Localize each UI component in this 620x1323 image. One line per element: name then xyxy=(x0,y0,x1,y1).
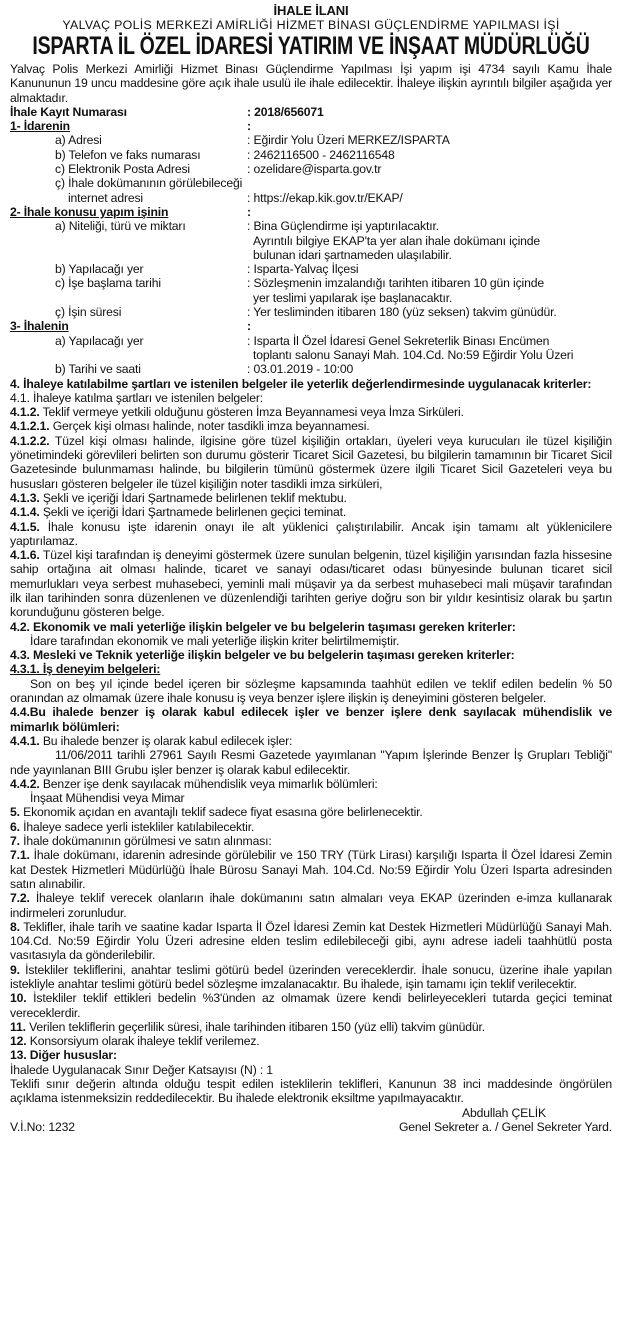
section-4-1-3: 4.1.3. Şekli ve içeriği İdari Şartnamede belirlenen teklif mektubu. xyxy=(10,490,347,505)
item-8: 8. Teklifler, ihale tarih ve saatine kadar Isparta İl Özel İdaresi Zemin kat Destek Hizmetleri Müdürlüğü Sanayi Mah. 104.Cd. No:59 Eğirdir Yolu Üzeri adresine elden teslim edilebileceği gibi, aynı adrese iadeli taahhütlü posta vasıtasıyla da gönderilebilir. xyxy=(10,919,612,963)
document-url-label-2: internet adresi xyxy=(68,190,143,205)
section-1-title: 1- İdarenin xyxy=(10,119,70,134)
work-nature-label: a) Niteliği, türü ve miktarı xyxy=(55,219,186,234)
section-4-2: 4.2. Ekonomik ve mali yeterliğe ilişkin belgeler ve bu belgelerin taşıması gereken kriterler: xyxy=(10,619,516,634)
tender-location-value: : Isparta İl Özel İdaresi Genel Sekreterlik Binası Encümen xyxy=(247,333,550,348)
item-11: 11. Verilen tekliflerin geçerlilik süresi, ihale tarihinden itibaren 150 (yüz elli) takvim günüdür. xyxy=(10,1019,485,1034)
notice-footer xyxy=(10,1120,612,1134)
start-date-label: c) İşe başlama tarihi xyxy=(55,276,161,291)
start-date-value: : Sözleşmenin imzalandığı tarihten itibaren 10 gün içinde xyxy=(247,276,544,291)
section-2-heading xyxy=(10,205,612,219)
start-date-row xyxy=(10,276,612,305)
item-13-coefficient: İhalede Uygulanacak Sınır Değer Katsayısı (N) : 1 xyxy=(10,1062,273,1077)
signer-name: Abdullah ÇELİK xyxy=(462,1105,546,1120)
section-4-1-5: 4.1.5. İhale konusu işte idarenin onayı ile alt yüklenici çalıştırılabilir. Ancak işin tamamı alt yüklenicilere yaptırılamaz. xyxy=(10,519,612,548)
work-location-value: : Isparta-Yalvaç İlçesi xyxy=(247,262,359,277)
item-6: 6. İhaleye sadece yerli istekliler katılabilecektir. xyxy=(10,819,255,834)
section-4-1-2: 4.1.2. Teklif vermeye yetkili olduğunu gösteren İmza Beyannamesi veya İmza Sirküleri. xyxy=(10,405,464,420)
section-3-heading xyxy=(10,319,612,333)
document-url-row-2 xyxy=(10,191,612,205)
administration-email-row xyxy=(10,162,612,176)
work-nature-row xyxy=(10,219,612,262)
document-url-row-1 xyxy=(10,176,612,190)
section-4-3-1-text: Son on beş yıl içinde bedel içeren bir sözleşme kapsamında taahhüt edilen ve teklif edilen bedelin % 50 oranından az olmamak üzere ihale konusu iş veya benzer işlere ilişkin iş deneyimini gösteren belgeler. xyxy=(10,676,612,706)
tender-date-label: b) Tarihi ve saati xyxy=(55,362,141,377)
tender-location-value-2: toplantı salonu Sanayi Mah. 104.Cd. No:59 Eğirdir Yolu Üzeri xyxy=(253,347,574,362)
item-7-1: 7.1. İhale dokümanı, idarenin adresinde görülebilir ve 150 TRY (Türk Lirası) karşılığı Isparta İl Özel İdaresi Zemin kat Destek Hizmetleri Müdürlüğü İhale Bürosu Sanayi Mah. 104.Cd. No:59 Eğirdir Yolu Üzeri Isparta adresinden satın alınabilir. xyxy=(10,848,612,891)
section-4-1-2-1: 4.1.2.1. Gerçek kişi olması halinde, noter tasdikli imza beyannamesi. xyxy=(10,419,370,434)
section-4-4-1: 4.4.1. Bu ihalede benzer iş olarak kabul edilecek işler: xyxy=(10,733,293,748)
tender-location-row xyxy=(10,334,612,363)
intro-paragraph: Yalvaç Polis Merkezi Amirliği Hizmet Binası Güçlendirme Yapılması İşi yapım işi 4734 sayılı Kamu İhale Kanununun 19 uncu maddesine göre açık ihale usulü ile ihale edilecektir. İhaleye ilişkin ayrıntılı bilgiler aşağıda yer almaktadır. xyxy=(10,62,612,105)
authority-title: ISPARTA İL ÖZEL İDARESİ YATIRIM VE İNŞAAT MÜDÜRLÜĞÜ xyxy=(32,32,590,60)
reference-number: V.İ.No: 1232 xyxy=(10,1119,75,1134)
tender-date-row xyxy=(10,362,612,376)
section-1-colon: : xyxy=(247,119,251,134)
section-4-title: 4. İhaleye katılabilme şartları ve istenilen belgeler ile yeterlik değerlendirmesinde uygulanacak kriterler: xyxy=(10,376,592,391)
section-1-heading xyxy=(10,119,612,133)
work-location-label: b) Yapılacağı yer xyxy=(55,262,144,277)
address-label: a) Adresi xyxy=(55,133,102,148)
section-4-4-1-text: 11/06/2011 tarihli 27961 Sayılı Resmi Gazetede yayımlanan "Yapım İşlerinde Benzer İş Grupları Tebliği" nde yayınlanan BIII Grubu işler benzer iş olarak kabul edilecektir. xyxy=(10,748,612,777)
work-nature-value-3: bulunan idari şartnameden ulaşılabilir. xyxy=(253,247,452,262)
section-4-2-text: İdare tarafından ekonomik ve mali yeterliğe ilişkin kriter belirtilmemiştir. xyxy=(30,633,400,648)
registration-row xyxy=(10,105,612,119)
signer-title: Genel Sekreter a. / Genel Sekreter Yard. xyxy=(398,1119,612,1134)
registration-value: : 2018/656071 xyxy=(247,104,324,119)
section-4-4-2: 4.4.2. Benzer işe denk sayılacak mühendislik veya mimarlık bölümleri: xyxy=(10,776,378,791)
work-location-row xyxy=(10,262,612,276)
section-4-1-2-2: 4.1.2.2. Tüzel kişi olması halinde, ilgisine göre tüzel kişiliğin ortakları, üyeleri veya kurucuları ile tüzel kişiliğin yönetimindeki görevlileri belirten son durumu gösterir Ticaret Sicil Gazetesi, bu bilgilerin tamamının bir Ticaret Sicil Gazetesinde bulunmaması halinde, bu bilgilerin tümünü göstermek üzere ilgili Ticaret Sicil Gazeteleri veya bu hususları gösteren belgeler ile tüzel kişiliğin noter tasdikli imza sirküleri, xyxy=(10,433,612,491)
section-4-3-1: 4.3.1. İş deneyim belgeleri: xyxy=(10,662,161,677)
item-7: 7. İhale dokümanının görülmesi ve satın alınması: xyxy=(10,834,272,849)
registration-label: İhale Kayıt Numarası xyxy=(10,104,127,119)
section-2-title: 2- İhale konusu yapım işinin xyxy=(10,204,169,219)
phone-label: b) Telefon ve faks numarası xyxy=(55,147,201,162)
administration-address-row xyxy=(10,133,612,147)
administration-phone-row xyxy=(10,148,612,162)
duration-label: ç) İşin süresi xyxy=(55,305,122,320)
work-nature-value-2: Ayrıntılı bilgiye EKAP'ta yer alan ihale dokümanı içinde xyxy=(253,233,541,248)
document-url-label: ç) İhale dokümanının görülebileceği xyxy=(55,176,243,191)
email-label: c) Elektronik Posta Adresi xyxy=(55,162,190,177)
duration-row xyxy=(10,305,612,319)
duration-value: : Yer tesliminden itibaren 180 (yüz seksen) takvim günüdür. xyxy=(247,305,557,320)
notice-label: İHALE İLANI xyxy=(273,3,349,18)
section-4-4-2-text: İnşaat Mühendisi veya Mimar xyxy=(30,791,185,806)
section-4-1-6: 4.1.6. Tüzel kişi tarafından iş deneyimi göstermek üzere sunulan belgenin, tüzel kişiliğin yarısından fazla hissesine sahip ortağına ait olması halinde, ticaret ve sanayi odası/ticaret odası bünyesinde bulunan ticaret sicil memurlukları veya serbest muhasebeci, yeminli mali müşavir ya da serbest muhasebeci mali müşavir tarafından ilk ilan tarihinden sonra düzenlenen ve düzenlendiği tarihten geriye doğru son bir yıldır kesintisiz olarak bu şartın korunduğunu gösteren belge. xyxy=(10,548,612,620)
section-2-colon: : xyxy=(247,204,251,219)
section-4-4: 4.4.Bu ihalede benzer iş olarak kabul edilecek işler ve benzer işlere denk sayılacak mühendislik ve mimarlık bölümleri: xyxy=(10,705,612,734)
notice-subject: YALVAÇ POLİS MERKEZİ AMİRLİĞİ HİZMET BİNASI GÜÇLENDİRME YAPILMASI İŞİ xyxy=(62,18,560,32)
item-10: 10. İstekliler teklif ettikleri bedelin %3'ünden az olmamak üzere kendi belirleyecekleri tutarda geçici teminat vereceklerdir. xyxy=(10,991,612,1020)
item-5: 5. Ekonomik açıdan en avantajlı teklif sadece fiyat esasına göre belirlenecektir. xyxy=(10,805,423,820)
email-value: : ozelidare@isparta.gov.tr xyxy=(247,162,382,177)
document-url-value[interactable]: : https://ekap.kik.gov.tr/EKAP/ xyxy=(247,190,403,205)
start-date-value-2: yer teslimi yapılarak işe başlanacaktır. xyxy=(253,290,453,305)
section-4-1: 4.1. İhaleye katılma şartları ve istenilen belgeler: xyxy=(10,390,264,405)
tender-location-label: a) Yapılacağı yer xyxy=(55,333,144,348)
phone-value: : 2462116500 - 2462116548 xyxy=(247,147,395,162)
work-nature-value: : Bina Güçlendirme işi yaptırılacaktır. xyxy=(247,219,439,234)
item-13-text: Teklifi sınır değerin altında olduğu tespit edilen isteklilerin teklifleri, Kanunun 38 inci maddesinde öngörülen açıklama istenmeksizin reddedilecektir. Bu ihalede elektronik eksiltme yapılmayacaktır. xyxy=(10,1077,612,1106)
section-3-colon: : xyxy=(247,319,251,334)
item-9: 9. İstekliler tekliflerini, anahtar teslimi götürü bedel üzerinden vereceklerdir. İhale sonucu, üzerine ihale yapılan istekliyle anahtar teslimi götürü bedel sözleşme imzalanacaktır. Bu ihalede, işin tamamı için teklif verilecektir. xyxy=(10,962,612,991)
section-4-3: 4.3. Mesleki ve Teknik yeterliğe ilişkin belgeler ve bu belgelerin taşıması gereken kriterler: xyxy=(10,648,515,663)
section-3-title: 3- İhalenin xyxy=(10,319,69,334)
item-7-2: 7.2. İhaleye teklif verecek olanların ihale dokümanını satın almaları veya EKAP üzerinden e-imza kullanarak indirmeleri zorunludur. xyxy=(10,891,612,920)
item-13: 13. Diğer hususlar: xyxy=(10,1048,117,1063)
tender-date-value: : 03.01.2019 - 10:00 xyxy=(247,362,354,377)
section-4-1-4: 4.1.4. Şekli ve içeriği İdari Şartnamede belirlenen geçici teminat. xyxy=(10,505,347,520)
address-value: : Eğirdir Yolu Üzeri MERKEZ/ISPARTA xyxy=(247,133,450,148)
item-12: 12. Konsorsiyum olarak ihaleye teklif verilemez. xyxy=(10,1034,260,1049)
